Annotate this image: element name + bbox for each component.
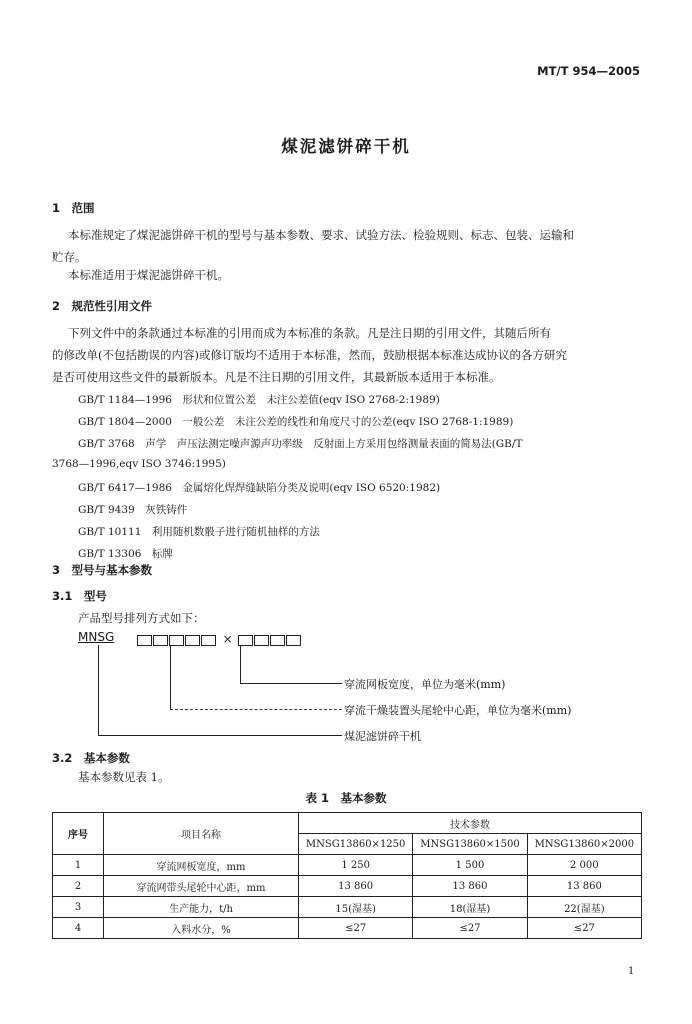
section-2-paragraph-line: 下列文件中的条款通过本标准的引用而成为本标准的条款。凡是注日期的引用文件，其随后所有: [68, 326, 551, 340]
standard-number: MT/T 954—2005: [537, 64, 640, 78]
model-code-boxes: [137, 632, 302, 646]
section-2-heading: 2 规范性引用文件: [52, 299, 153, 313]
code-box: [169, 635, 184, 646]
section-2-paragraph-line: 的修改单(不包括勘误的内容)或修订版均不适用于本标准，然而，鼓励根据本标准达成协议的各方研究: [52, 348, 567, 362]
cell-no: 4: [53, 918, 104, 939]
leader-horizontal-distance: [170, 709, 342, 710]
table-caption: 表 1 基本参数: [305, 791, 387, 805]
reference-item: GB/T 3768 声学 声压法测定噪声源声功率级 反射面上方采用包络测量表面的简易法(GB/T: [78, 438, 523, 450]
cell-value: 1 250: [299, 855, 413, 876]
label-product-name: 煤泥滤饼碎干机: [344, 730, 421, 743]
reference-item: GB/T 13306 标牌: [78, 548, 173, 560]
table-header-row: [53, 813, 642, 834]
model-arrangement-text: 产品型号排列方式如下：: [78, 611, 205, 625]
cell-value: ≤27: [413, 918, 527, 939]
reference-item: GB/T 6417—1986 金属熔化焊焊缝缺陷分类及说明(eqv ISO 6520:1982): [78, 482, 441, 494]
code-box: [201, 635, 216, 646]
table-row: [53, 918, 642, 939]
basic-params-text: 基本参数见表 1。: [78, 770, 170, 784]
table-row: [53, 897, 642, 918]
section-1-scope-line: 本标准适用于煤泥滤饼碎干机。: [68, 268, 229, 282]
cell-item: 穿流网带头尾轮中心距，mm: [104, 876, 299, 897]
section-1-paragraph-line: 贮存。: [52, 250, 87, 264]
model-header: MNSG13860×1250: [299, 834, 413, 855]
section-1-heading: 1 范围: [52, 201, 95, 215]
cell-item: 生产能力，t/h: [104, 897, 299, 918]
table-row: [53, 855, 642, 876]
section-1-paragraph-line: 本标准规定了煤泥滤饼碎干机的型号与基本参数、要求、试验方法、检验规则、标志、包装、运输和: [68, 228, 574, 242]
cell-value: 13 860: [299, 876, 413, 897]
cell-item: 入料水分，%: [104, 918, 299, 939]
code-box: [254, 635, 269, 646]
document-title: 煤泥滤饼碎干机: [281, 137, 411, 156]
page-number: 1: [628, 966, 635, 977]
leader-horizontal-name: [98, 735, 342, 736]
section-3-2-heading: 3.2 基本参数: [52, 751, 130, 765]
code-box: [137, 635, 152, 646]
cell-no: 1: [53, 855, 104, 876]
label-center-distance: 穿流干燥装置头尾轮中心距，单位为毫米(mm): [344, 704, 572, 717]
cell-value: ≤27: [527, 918, 641, 939]
cell-value: 13 860: [413, 876, 527, 897]
cell-value: 15(湿基): [299, 897, 413, 918]
code-box: [185, 635, 200, 646]
code-box: [153, 635, 168, 646]
basic-parameters-table: [52, 812, 642, 939]
cell-value: ≤27: [299, 918, 413, 939]
section-3-1-heading: 3.1 型号: [52, 589, 107, 603]
reference-item: GB/T 1804—2000 一般公差 未注公差的线性和角度尺寸的公差(eqv ISO 2768-1:1989): [78, 416, 514, 428]
header-no: 序号: [53, 813, 104, 855]
code-box: [286, 635, 301, 646]
leader-vertical-width: [240, 645, 241, 683]
reference-item-continued: 3768—1996,eqv ISO 3746:1995): [52, 458, 226, 470]
section-3-heading: 3 型号与基本参数: [52, 563, 153, 577]
header-item: 项目名称: [104, 813, 299, 855]
cell-no: 3: [53, 897, 104, 918]
cell-value: 1 500: [413, 855, 527, 876]
cell-value: 22(湿基): [527, 897, 641, 918]
label-belt-width: 穿流网板宽度，单位为毫米(mm): [344, 678, 506, 691]
model-separator: ×: [222, 632, 233, 646]
cell-value: 18(湿基): [413, 897, 527, 918]
code-box: [238, 635, 253, 646]
reference-item: GB/T 10111 利用随机数骰子进行随机抽样的方法: [78, 526, 320, 538]
model-prefix: MNSG: [78, 630, 115, 644]
reference-item: GB/T 9439 灰铁铸件: [78, 504, 188, 516]
leader-horizontal-width: [240, 683, 342, 684]
cell-item: 穿流网板宽度，mm: [104, 855, 299, 876]
header-tech: 技术参数: [299, 813, 642, 834]
reference-item: GB/T 1184—1996 形状和位置公差 未注公差值(eqv ISO 2768-2:1989): [78, 394, 440, 406]
cell-value: 13 860: [527, 876, 641, 897]
table-row: [53, 876, 642, 897]
section-2-paragraph-line: 是否可使用这些文件的最新版本。凡是不注日期的引用文件，其最新版本适用于本标准。: [52, 370, 501, 384]
leader-vertical-distance: [170, 645, 171, 709]
model-header: MNSG13860×1500: [413, 834, 527, 855]
cell-value: 2 000: [527, 855, 641, 876]
model-header: MNSG13860×2000: [527, 834, 641, 855]
code-box: [270, 635, 285, 646]
leader-vertical-name: [98, 645, 99, 735]
cell-no: 2: [53, 876, 104, 897]
